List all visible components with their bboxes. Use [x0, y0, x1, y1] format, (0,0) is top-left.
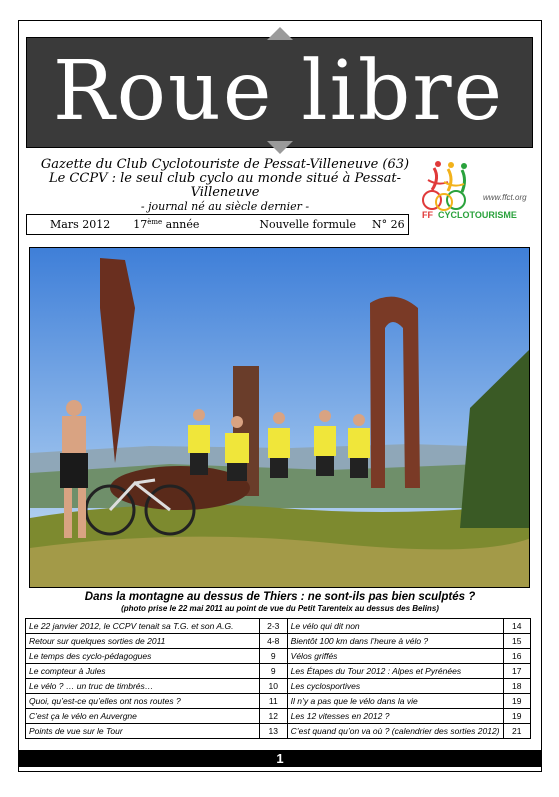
cyclists-logo-icon [420, 158, 532, 232]
toc-entry-page: 19 [503, 709, 530, 724]
journal-title: Roue libre [52, 44, 505, 139]
toc-entry-title: Retour sur quelques sorties de 2011 [26, 634, 260, 649]
caption-sub: (photo prise le 22 mai 2011 au point de vue du Petit Tarenteix au dessus des Belins) [121, 604, 439, 613]
issue-info-bar [26, 214, 409, 235]
toc-entry-title: C’est ça le vélo en Auvergne [26, 709, 260, 724]
cyclists-photo-image [30, 248, 530, 588]
toc-entry-page: 17 [503, 664, 530, 679]
toc-entry-page: 9 [259, 664, 287, 679]
page-number-bar [18, 750, 542, 767]
photo-caption [26, 591, 534, 614]
svg-text:www.ffct.org: www.ffct.org [483, 193, 527, 202]
toc-entry-page: 12 [259, 709, 287, 724]
toc-row [26, 709, 531, 724]
toc-row [26, 724, 531, 739]
toc-entry-page: 19 [503, 694, 530, 709]
issue-month: Mars 2012 [50, 218, 111, 231]
toc-entry-title: Il n’y a pas que le vélo dans la vie [287, 694, 503, 709]
toc-entry-title: Bientôt 100 km dans l’heure à vélo ? [287, 634, 503, 649]
ffct-logo [420, 158, 532, 232]
toc-entry-title: Les 12 vitesses en 2012 ? [287, 709, 503, 724]
toc-entry-title: Le compteur à Jules [26, 664, 260, 679]
page-number: 1 [276, 751, 284, 766]
toc-row [26, 619, 531, 634]
issue-number: N° 26 [372, 218, 405, 231]
toc-entry-page: 4-8 [259, 634, 287, 649]
toc-row [26, 694, 531, 709]
toc-entry-page: 18 [503, 679, 530, 694]
toc-row [26, 664, 531, 679]
toc-entry-title: C’est quand qu’on va où ? (calendrier des sorties 2012) [287, 724, 503, 739]
issue-formula: Nouvelle formule [259, 218, 356, 231]
toc-row [26, 634, 531, 649]
gazette-line-1: Gazette du Club Cyclotouriste de Pessat-Villeneuve (63) [40, 157, 410, 172]
caption-main: Dans la montagne au dessus de Thiers : ne sont-ils pas bien sculptés ? [84, 591, 476, 603]
toc-entry-page: 14 [503, 619, 530, 634]
toc-row [26, 679, 531, 694]
toc-entry-title: Le vélo ? … un truc de timbrés… [26, 679, 260, 694]
issue-year: 17ème année [133, 217, 200, 232]
toc-entry-page: 2-3 [259, 619, 287, 634]
cover-photo [29, 247, 530, 588]
toc-entry-page: 9 [259, 649, 287, 664]
gazette-line-2: Le CCPV : le seul club cyclo au monde situé à Pessat-Villeneuve [48, 171, 402, 200]
toc-entry-title: Les Étapes du Tour 2012 : Alpes et Pyrénées [287, 664, 503, 679]
gazette-line-3: - journal né au siècle dernier - [140, 200, 310, 213]
toc-entry-title: Le vélo qui dit non [287, 619, 503, 634]
toc-entry-title: Le 22 janvier 2012, le CCPV tenait sa T.G. et son A.G. [26, 619, 260, 634]
toc-entry-page: 13 [259, 724, 287, 739]
gazette-subtitle [30, 158, 420, 214]
table-of-contents [25, 618, 531, 739]
toc-entry-title: Quoi, qu’est-ce qu’elles ont nos routes ? [26, 694, 260, 709]
toc-entry-page: 10 [259, 679, 287, 694]
toc-row [26, 649, 531, 664]
toc-entry-page: 15 [503, 634, 530, 649]
toc-entry-page: 11 [259, 694, 287, 709]
toc-entry-title: Vélos griffés [287, 649, 503, 664]
toc-entry-title: Les cyclosportives [287, 679, 503, 694]
toc-entry-title: Points de vue sur le Tour [26, 724, 260, 739]
svg-text:CYCLOTOURISME: CYCLOTOURISME [438, 210, 517, 220]
svg-text:FF: FF [422, 210, 433, 220]
toc-entry-page: 16 [503, 649, 530, 664]
toc-entry-page: 21 [503, 724, 530, 739]
toc-entry-title: Le temps des cyclo-pédagogues [26, 649, 260, 664]
